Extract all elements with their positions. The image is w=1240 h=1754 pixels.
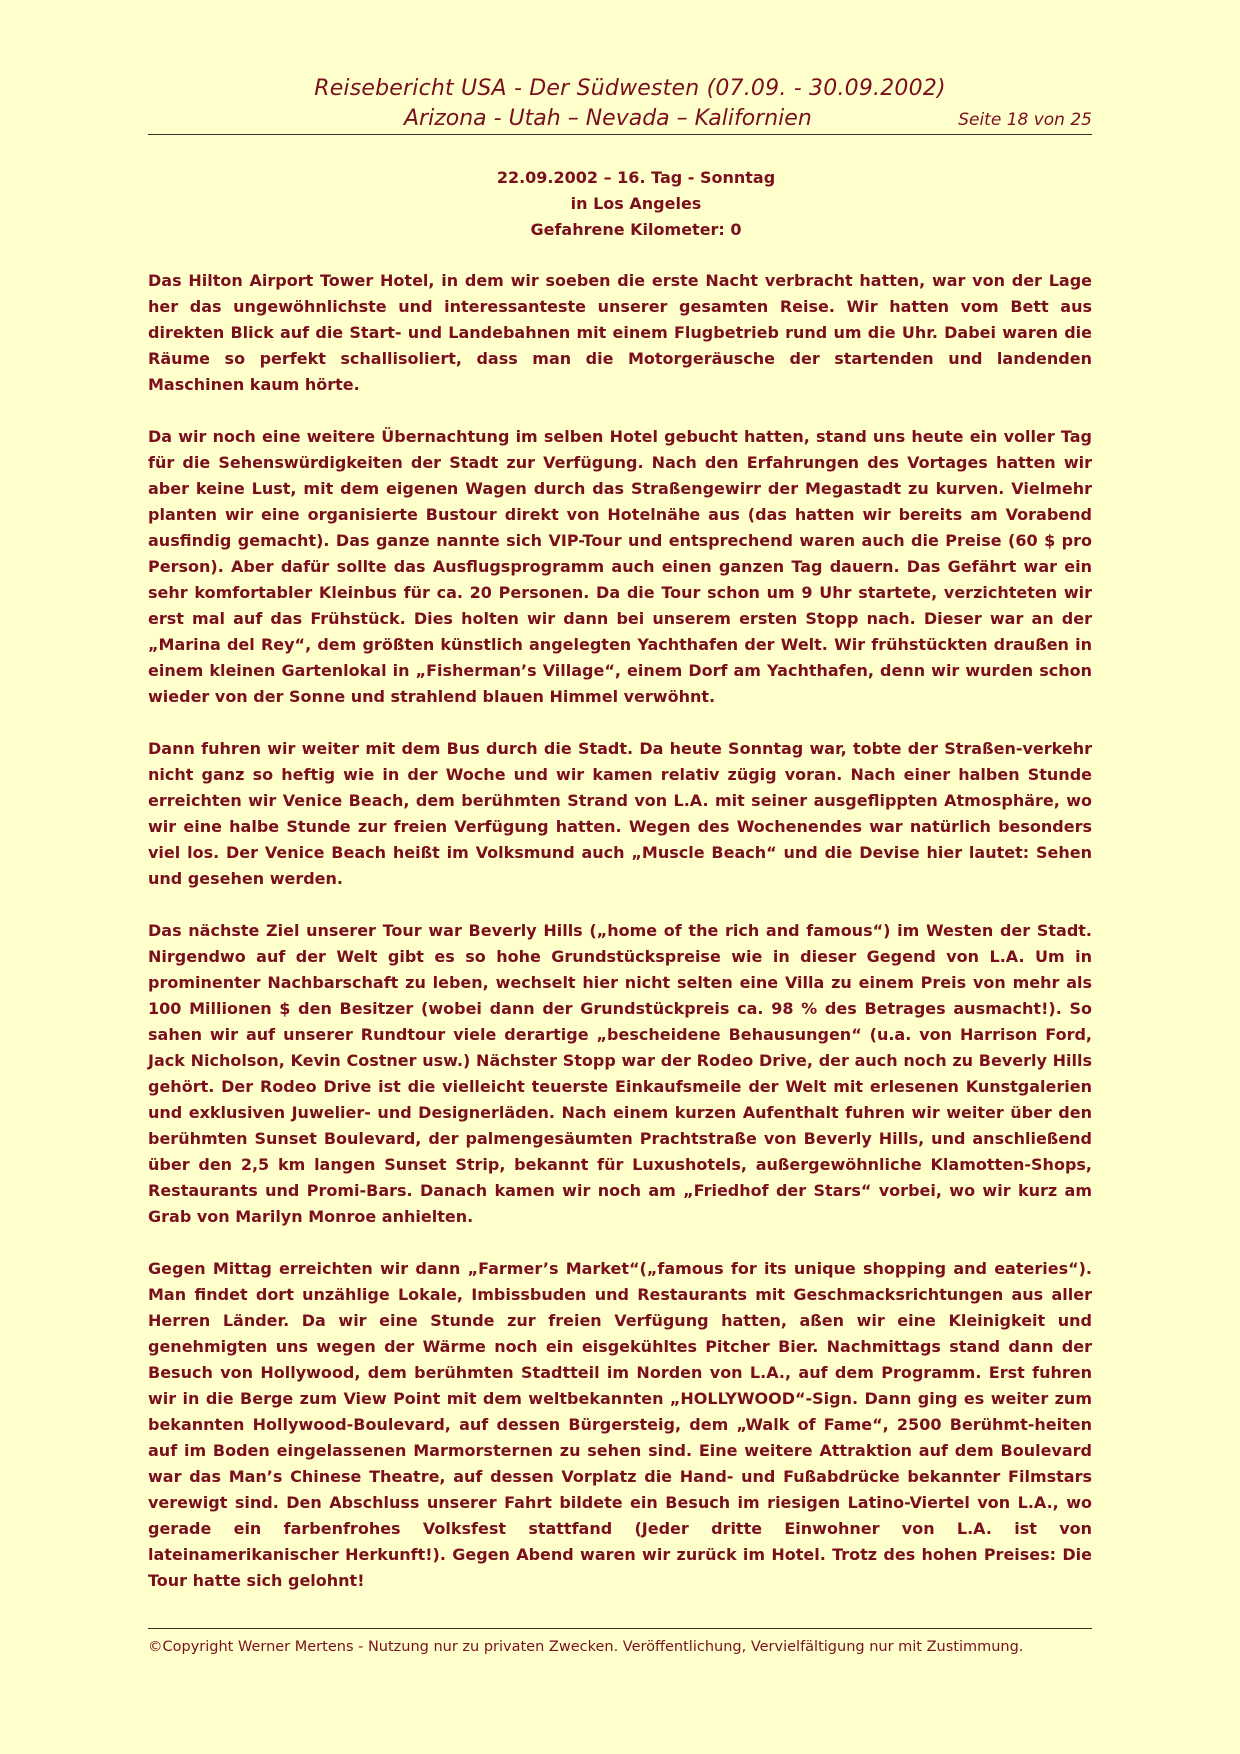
page-footer [148,1628,1092,1659]
paragraph-hotel: Das Hilton Airport Tower Hotel, in dem wir soeben die erste Nacht verbracht hatten, war von der Lage her das ungewöhnlichste und interessanteste unserer gesamten Reise. Wir hatten vom Bett aus direkten Blick auf die Start- und Landebahnen mit einem Flugbetrieb rund um die Uhr. Dabei waren die Räume so perfekt schallisoliert, dass man die Motorgeräusche der startenden und landenden Maschinen kaum hörte. [148,271,1092,394]
paragraph-bustour: Da wir noch eine weitere Übernachtung im selben Hotel gebucht hatten, stand uns heute ein voller Tag für die Sehenswürdigkeiten der Stadt zur Verfügung. Nach den Erfahrungen des Vortages hatten wir aber keine Lust, mit dem eigenen Wagen durch das Straßengewirr der Megastadt zu kurven. Vielmehr planten wir eine organisierte Bustour direkt von Hotelnähe aus (das hatten wir bereits am Vorabend ausfindig gemacht). Das ganze nannte sich VIP-Tour und entsprechend waren auch die Preise (60 $ pro Person). Aber dafür sollte das Ausflugsprogramm auch einen ganzen Tag dauern. Das Gefährt war ein sehr komfortabler Kleinbus für ca. 20 Personen. Da die Tour schon um 9 Uhr startete, verzichteten wir erst mal auf das Frühstück. Dies holten wir dann bei unserem ersten Stopp nach. Dieser war an der „Marina del Rey“, dem größten künstlich angelegten Yachthafen der Welt. Wir frühstückten draußen in einem kleinen Gartenlokal in „Fisherman’s Village“, einem Dorf am Yachthafen, denn wir wurden schon wieder von der Sonne und strahlend blauen Himmel verwöhnt. [148,427,1092,706]
paragraph-venice-beach: Dann fuhren wir weiter mit dem Bus durch die Stadt. Da heute Sonntag war, tobte der Straßen-verkehr nicht ganz so heftig wie in der Woche und wir kamen relativ zügig voran. Nach einer halben Stunde erreichten wir Venice Beach, dem berühmten Strand von L.A. mit seiner ausgeflippten Atmosphäre, wo wir eine halbe Stunde zur freien Verfügung hatten. Wegen des Wochenendes war natürlich besonders viel los. Der Venice Beach heißt im Volksmund auch „Muscle Beach“ und die Devise hier lautet: Sehen und gesehen werden. [148,739,1092,888]
report-body [148,268,1092,1620]
report-subtitle: Arizona - Utah – Nevada – Kalifornien [404,106,812,131]
day-date-line: 22.09.2002 – 16. Tag - Sonntag [496,168,776,187]
header-subtitle-row [148,104,1092,135]
day-location: in Los Angeles [570,194,702,213]
page-header [148,74,1092,135]
report-title: Reisebericht USA - Der Südwesten (07.09. - 30.09.2002) [314,76,946,101]
copyright-notice: ©Copyright Werner Mertens - Nutzung nur zu privaten Zwecken. Veröffentlichung, Vervielfältigung nur mit Zustimmung. [148,1639,1024,1655]
day-kilometers: Gefahrene Kilometer: 0 [530,220,742,239]
paragraph-beverly-hills: Das nächste Ziel unserer Tour war Beverly Hills („home of the rich and famous“) im Westen der Stadt. Nirgendwo auf der Welt gibt es so hohe Grundstückspreise wie in dieser Gegend von L.A. Um in prominenter Nachbarschaft zu leben, wechselt hier nicht selten eine Villa zu einem Preis von mehr als 100 Millionen $ den Besitzer (wobei dann der Grundstückpreis ca. 98 % des Betrages ausmacht!). So sahen wir auf unserer Rundtour viele derartige „bescheidene Behausungen“ (u.a. von Harrison Ford, Jack Nicholson, Kevin Costner usw.) Nächster Stopp war der Rodeo Drive, der auch noch zu Beverly Hills gehört. Der Rodeo Drive ist die vielleicht teuerste Einkaufsmeile der Welt mit erlesenen Kunstgalerien und exklusiven Juwelier- und Designerläden. Nach einem kurzen Aufenthalt fuhren wir weiter über den berühmten Sunset Boulevard, der palmengesäumten Prachtstraße von Beverly Hills, und anschließend über den 2,5 km langen Sunset Strip, bekannt für Luxushotels, außergewöhnliche Klamotten-Shops, Restaurants und Promi-Bars. Danach kamen wir noch am „Friedhof der Stars“ vorbei, wo wir kurz am Grab von Marilyn Monroe anhielten. [148,921,1092,1226]
page-number: Seite 18 von 25 [958,110,1092,130]
paragraph-hollywood: Gegen Mittag erreichten wir dann „Farmer’s Market“(„famous for its unique shopping and eateries“). Man findet dort unzählige Lokale, Imbissbuden und Restaurants mit Geschmacksrichtungen aus aller Herren Länder. Da wir eine Stunde zur freien Verfügung hatten, aßen wir eine Kleinigkeit und genehmigten uns wegen der Wärme noch ein eisgekühltes Pitcher Bier. Nachmittags stand dann der Besuch von Hollywood, dem berühmten Stadtteil im Norden von L.A., auf dem Programm. Erst fuhren wir in die Berge zum View Point mit dem weltbekannten „HOLLYWOOD“-Sign. Dann ging es weiter zum bekannten Hollywood-Boulevard, auf dessen Bürgersteig, dem „Walk of Fame“, 2500 Berühmt-heiten auf im Boden eingelassenen Marmorsternen zu sehen sind. Eine weitere Attraktion auf dem Boulevard war das Man’s Chinese Theatre, auf dessen Vorplatz die Hand- und Fußabdrücke bekannter Filmstars verewigt sind. Den Abschluss unserer Fahrt bildete ein Besuch im riesigen Latino-Viertel von L.A., wo gerade ein farbenfrohes Volksfest stattfand (Jeder dritte Einwohner von L.A. ist von lateinamerikanischer Herkunft!). Gegen Abend waren wir zurück im Hotel. Trotz des hohen Preises: Die Tour hatte sich gelohnt! [148,1259,1092,1590]
day-heading [148,165,1092,243]
